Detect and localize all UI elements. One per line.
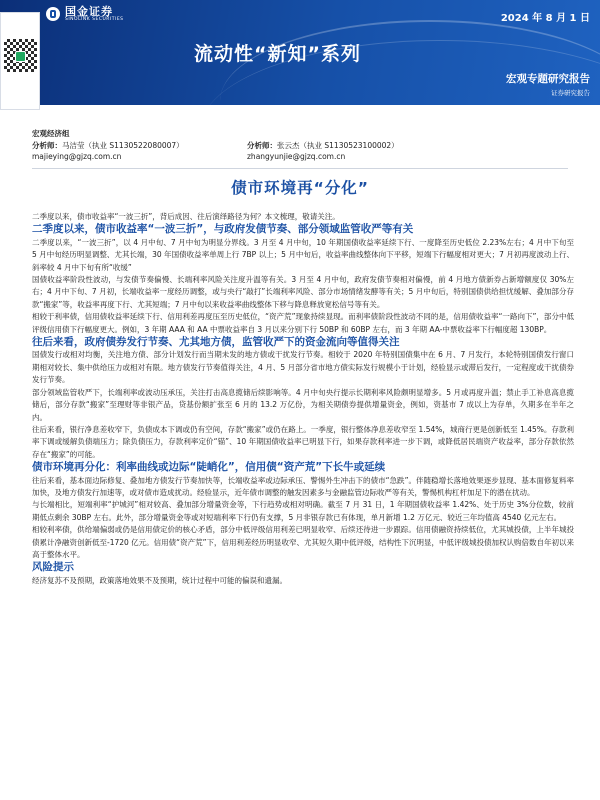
report-type: 宏观专题研究报告 <box>506 73 590 85</box>
series-title: 流动性“新知”系列 <box>194 43 361 65</box>
logo-icon <box>46 7 60 21</box>
body-paragraph: 二季度以来，“一波三折”，以 4 月中旬、7 月中旬为明显分界线。3 月至 4 月中旬，10 年期国债收益率延续下行、一度降至历史低位 2.23%左右；4 月中下旬至 5 月中旬经历明显调整、尤其长端，30 年国债收益率单周上行 7BP 以上；5 月中旬后，收益率曲线整体向下平移，短端下行幅度相对更大；7 月初再度波动上行、斜率较 4 月中下旬有所“收缓” <box>32 237 574 272</box>
body-paragraph: 国债发行或相对均衡，关注地方债、部分计划发行而当期未发的地方债或干扰发行节奏。相较于 2020 年特别国债集中在 6 月、7 月发行，本轮特别国债发行窗口期相对较长、集中供给压力或相对有限。地方债发行节奏值得关注，4 月、5 月部分省市地方债实际发行规模小于计划，经验显示或滞后发行，一定程度或干扰债券发行节奏。 <box>32 350 574 385</box>
header-banner <box>0 0 600 105</box>
report-subtype: 证券研究报告 <box>551 89 590 97</box>
wechat-icon <box>15 51 26 62</box>
report-title: 债市环境再“分化” <box>231 179 369 197</box>
section-heading: 风险提示 <box>32 561 74 574</box>
analyst-email[interactable]: majieying@gjzq.com.cn <box>32 152 122 161</box>
body-paragraph: 往后来看，基本面边际修复、叠加地方债发行节奏加快等，长端收益率或边际承压、警惕外生冲击下的债市“急跌”。伴随稳增长落地效果逐步显现、基本面修复料率加快，及地方债发行加速等，或对债市造成扰动。经验显示，近年债市调整的触发因素多与金融监管边际收严等有关，警惕机构杠杆加足下的潜在扰动。 <box>32 475 574 497</box>
section-heading: 二季度以来，债市收益率“一波三折”，与政府发债节奏、部分领域监管收严等有关 <box>32 223 414 236</box>
section-heading: 债市环境再分化：利率曲线或边际“陡峭化”，信用债“资产荒”下长牛或延续 <box>32 461 386 474</box>
body-paragraph: 与长端相比，短端利率“护城河”相对较高、叠加部分增量资金等，下行趋势或相对明确。截至 7 月 31 日，1 年期国债收益率 1.42%、处于历史 3%分位数，较前期低点剩余 30BP 左右。此外，部分增量资金等或对短端利率下行仍有支撑，5 月非银存款已有体现，单月新增 1.2 万亿元、较近三年均值高 4540 亿元左右。 <box>32 500 574 522</box>
author-block <box>32 128 497 163</box>
report-body <box>32 211 574 587</box>
analyst-label: 分析师： <box>247 140 277 150</box>
analyst-label: 分析师： <box>32 140 62 150</box>
section-heading: 往后来看，政府债券发行节奏、尤其地方债，监管收严下的资金流向等值得关注 <box>32 336 400 349</box>
analyst-name: 张云杰（执业 S1130523100002） <box>277 140 399 150</box>
logo-name-en: SINOLINK SECURITIES <box>65 17 124 22</box>
analyst-email[interactable]: zhangyunjie@gjzq.com.cn <box>247 152 346 161</box>
body-paragraph: 往后来看，银行净息差收窄下，负债成本下调或仍有空间，存款“搬家”或仍在路上。一季度，银行整体净息差收窄至 1.54%，城商行更是创新低至 1.45%。存款利率下调或缓解负债端压力；除负债压力，存款利率定价“锚”、10 年期国债收益率已明显下行，如果存款利率进一步下调，或降低居民端资产收益率，部分存款依然存在“搬家”的可能。 <box>32 424 574 459</box>
intro-paragraph: 二季度以来，债市收益率“一波三折”，背后成因、往后演绎路径为何？本文梳理，敬请关注。 <box>32 212 340 221</box>
logo-name: 国金证券 <box>65 5 113 18</box>
company-logo <box>46 6 124 23</box>
divider <box>32 168 568 169</box>
body-paragraph: 经济复苏不及预期，政策落地效果不及预期，统计过程中可能的偏误和遗漏。 <box>32 575 287 585</box>
body-paragraph: 部分领域监管收严下，长端利率或波动压承压，关注打击高息揽储后续影响等。4 月中旬央行提示长期利率风险颇明显增多。5 月或再度升温；禁止手工补息高息揽储后，部分存款“搬家”至理财等非银产品，贷基份额扩张至 6 月的 13.2 万亿份，为相关期债券提供增量资金，例如，资基市 7 成以上为存单，久期多在半年之内。 <box>32 387 574 422</box>
analyst-name: 马洁莹（执业 S1130522080007） <box>62 140 184 150</box>
research-group: 宏观经济组 <box>32 129 70 138</box>
body-paragraph: 相较利率债，供给端偏弱或仍是信用债定价的核心矛盾，部分中低评级信用利差已明显收窄、后续还待进一步跟踪。信用债融资持续低位，尤其城投债，上半年城投债累计净融资创新低至-1720 亿元。信用债“资产荒”下，信用利差经历明显收窄、尤其短久期中低评级，结构性下沉明显，中低评级城投债加权认购倍数自年初以来高于整体水平。 <box>32 525 574 559</box>
report-date: 2024 年 8 月 1 日 <box>500 13 590 24</box>
body-paragraph: 国债收益率阶段性波动，与发债节奏偏慢、长端利率风险关注度升温等有关。3 月至 4 月中旬，政府发债节奏相对偏慢，前 4 月地方债新券占新增额度仅 30%左右；4 月中下旬、7 月初，长端收益率一度经历调整，或与央行“敲打”长端利率风险、部分市场情绪发酵等有关；5 月中旬后，特别国债供给担忧缓解、叠加部分存款“搬家”等，收益率再度下行、尤其短端；7 月中旬以来收益率曲线整体下移与降息释放宽松信号等有关。 <box>32 275 574 309</box>
qr-code[interactable] <box>0 12 40 110</box>
body-paragraph: 相较于利率债，信用债收益率延续下行、信用利差再度压至历史低位，“资产荒”现象持续显现。而利率债阶段性波动不同的是，信用债收益率“一路向下”，部分中低评级信用债下行幅度更大。例如，3 年期 AAA 和 AA 中票收益率自 3 月以来分别下行 50BP 和 60BP 左右，而 3 年期 AA-中票收益率下行幅度超 130BP。 <box>32 312 574 334</box>
